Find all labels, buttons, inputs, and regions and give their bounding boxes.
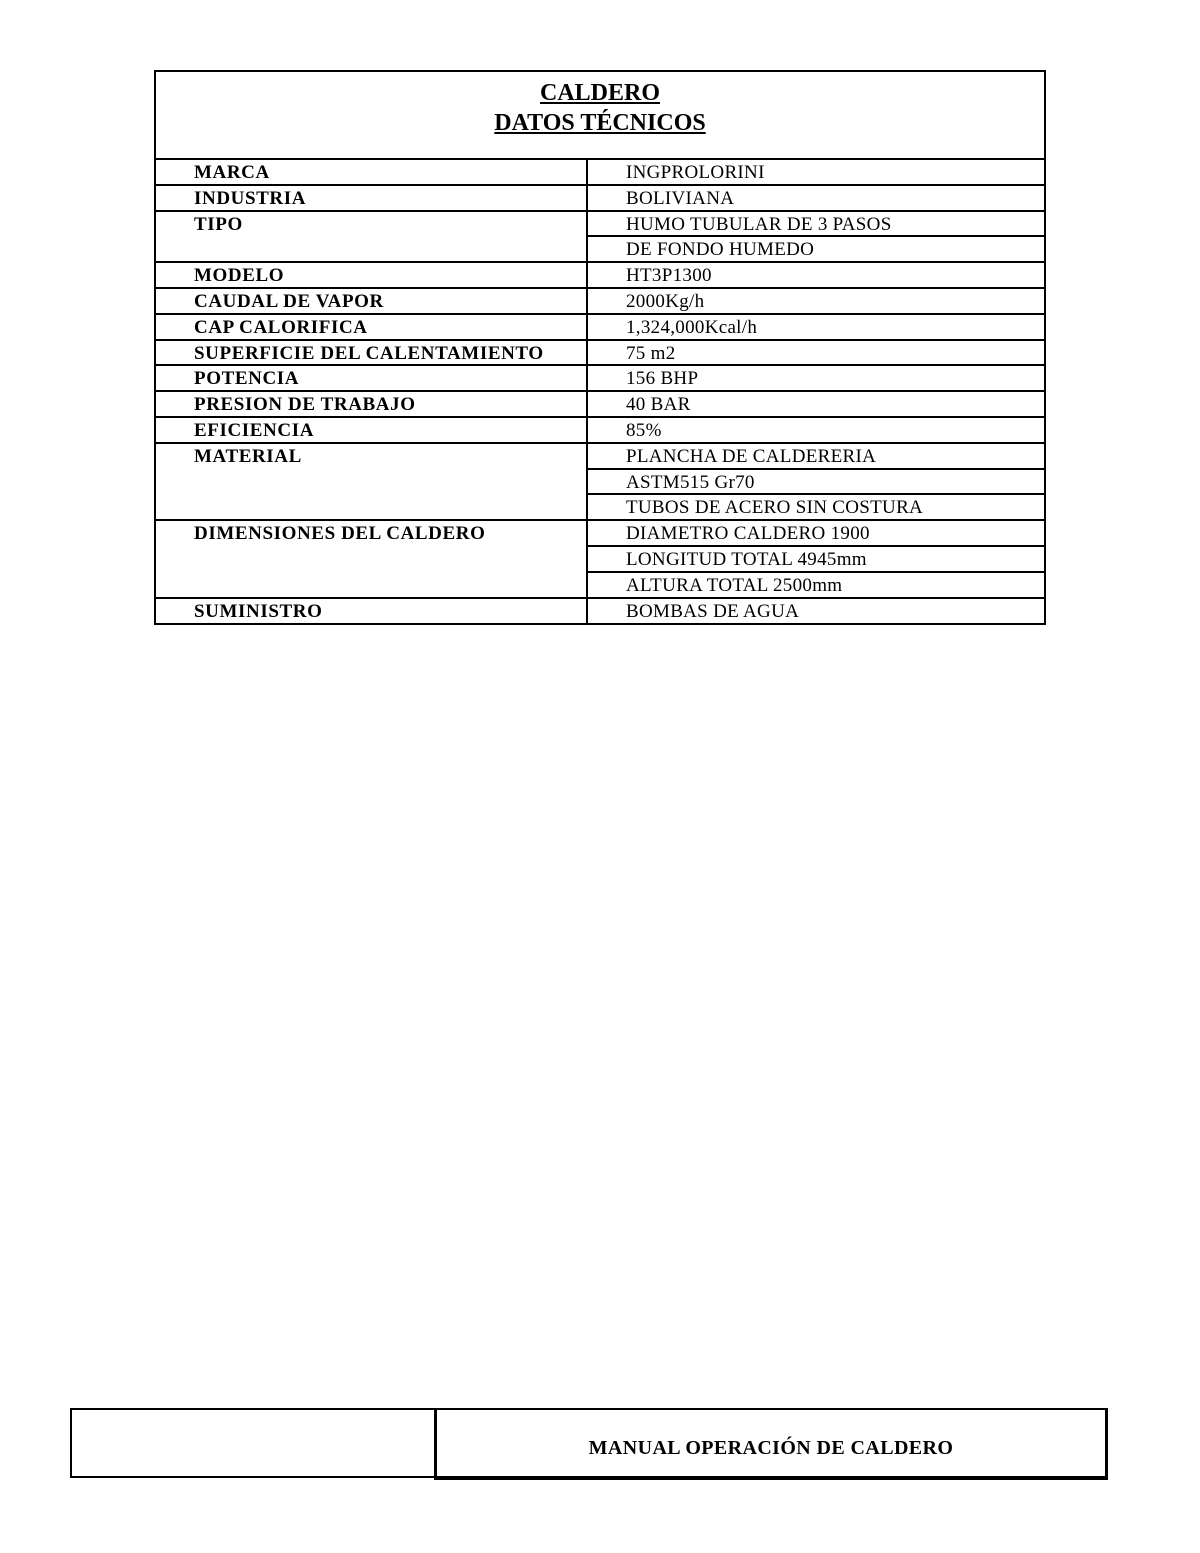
table-row [156,418,1044,444]
column-divider [586,289,588,313]
table-row [156,599,1044,625]
table-row [156,237,1044,263]
row-value: 1,324,000Kcal/h [626,316,758,338]
row-value: 85% [626,419,662,441]
table-row [156,444,1044,470]
footer-right-cell [434,1408,1108,1480]
column-divider [586,263,588,287]
table-row [156,341,1044,367]
row-label: EFICIENCIA [194,419,315,441]
footer-title: MANUAL OPERACIÓN DE CALDERO [588,1437,954,1459]
row-label: CAP CALORIFICA [194,316,368,338]
column-divider [586,186,588,210]
row-value: 2000Kg/h [626,290,705,312]
column-divider [586,521,588,547]
column-divider [586,160,588,184]
row-label: INDUSTRIA [194,187,307,209]
column-divider [586,547,588,573]
column-divider [586,212,588,238]
table-row [156,212,1044,238]
row-value: 156 BHP [626,368,699,390]
table-header [156,72,1044,160]
row-label: POTENCIA [194,368,300,390]
column-divider [586,470,588,496]
row-label: SUPERFICIE DEL CALENTAMIENTO [194,342,544,364]
row-value: DIAMETRO CALDERO 1900 [626,523,870,545]
row-label: CAUDAL DE VAPOR [194,290,384,312]
column-divider [586,392,588,416]
table-row [156,289,1044,315]
row-value: TUBOS DE ACERO SIN COSTURA [626,497,924,519]
row-label: PRESION DE TRABAJO [194,394,416,416]
document-subtitle: DATOS TÉCNICOS [494,110,706,136]
row-value: HUMO TUBULAR DE 3 PASOS [626,213,892,235]
spec-table [154,70,1046,625]
row-value: INGPROLORINI [626,162,765,183]
column-divider [586,599,588,625]
table-row [156,495,1044,521]
column-divider [586,418,588,442]
row-value: HT3P1300 [626,265,712,287]
row-value: LONGITUD TOTAL 4945mm [626,548,867,570]
row-label: SUMINISTRO [194,600,323,622]
row-value: 75 m2 [626,342,676,364]
footer-left-cell [70,1408,436,1478]
table-row [156,521,1044,547]
row-value: BOMBAS DE AGUA [626,600,800,622]
column-divider [586,495,588,519]
row-label: MATERIAL [194,445,302,467]
column-divider [586,341,588,365]
row-label: DIMENSIONES DEL CALDERO [194,523,486,545]
table-row [156,160,1044,186]
row-label: TIPO [194,213,243,235]
row-value: ALTURA TOTAL 2500mm [626,574,843,596]
page-footer [70,1408,1108,1480]
row-label: MARCA [194,162,270,183]
column-divider [586,366,588,390]
row-value: 40 BAR [626,394,691,416]
table-row [156,470,1044,496]
column-divider [586,237,588,261]
table-row [156,366,1044,392]
document-title: CALDERO [539,80,660,106]
row-value: ASTM515 Gr70 [626,471,755,493]
row-value: DE FONDO HUMEDO [626,239,815,261]
row-label: MODELO [194,265,285,287]
column-divider [586,444,588,470]
table-row [156,315,1044,341]
table-row [156,186,1044,212]
table-row [156,263,1044,289]
table-row [156,573,1044,599]
table-row [156,392,1044,418]
row-value: BOLIVIANA [626,187,735,209]
column-divider [586,315,588,339]
spec-rows [156,160,1044,624]
column-divider [586,573,588,597]
row-value: PLANCHA DE CALDERERIA [626,445,877,467]
table-row [156,547,1044,573]
